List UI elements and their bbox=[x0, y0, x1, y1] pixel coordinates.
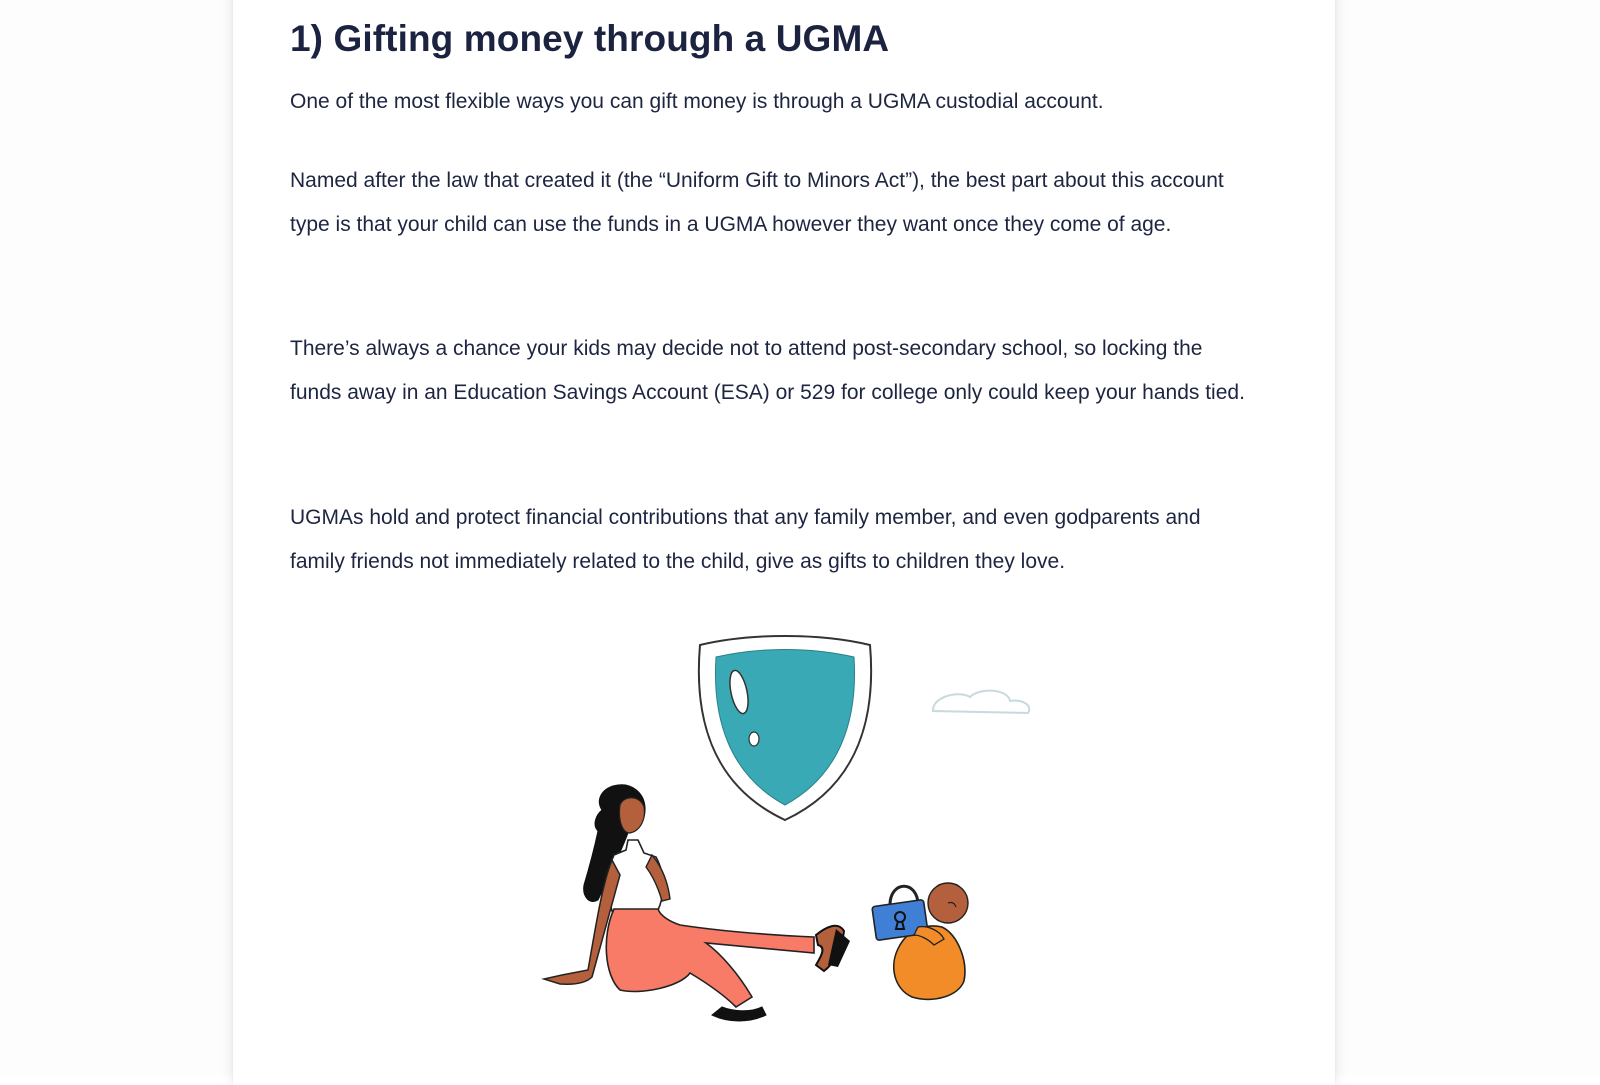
paragraph-intro: One of the most flexible ways you can gift money is through a UGMA custodial account. bbox=[290, 90, 1104, 113]
paragraph-named-after: Named after the law that created it (the “Uniform Gift to Minors Act”), the best part about this account type is that your child can use the funds in a UGMA however they want once they come of age. bbox=[290, 169, 1224, 236]
section-heading: 1) Gifting money through a UGMA bbox=[290, 18, 890, 59]
cloud-icon bbox=[933, 691, 1029, 713]
shield-icon bbox=[699, 636, 871, 820]
paragraph-post-secondary: There’s always a chance your kids may decide not to attend post-secondary school, so locking the funds away in an Education Savings Account (ESA) or 529 for college only could keep your hands tied. bbox=[290, 337, 1245, 404]
paragraph-contributions: UGMAs hold and protect financial contributions that any family member, and even godparents and family friends not immediately related to the child, give as gifts to children they love. bbox=[290, 506, 1201, 573]
woman-figure bbox=[544, 785, 850, 1021]
ugma-illustration bbox=[540, 635, 1060, 1055]
